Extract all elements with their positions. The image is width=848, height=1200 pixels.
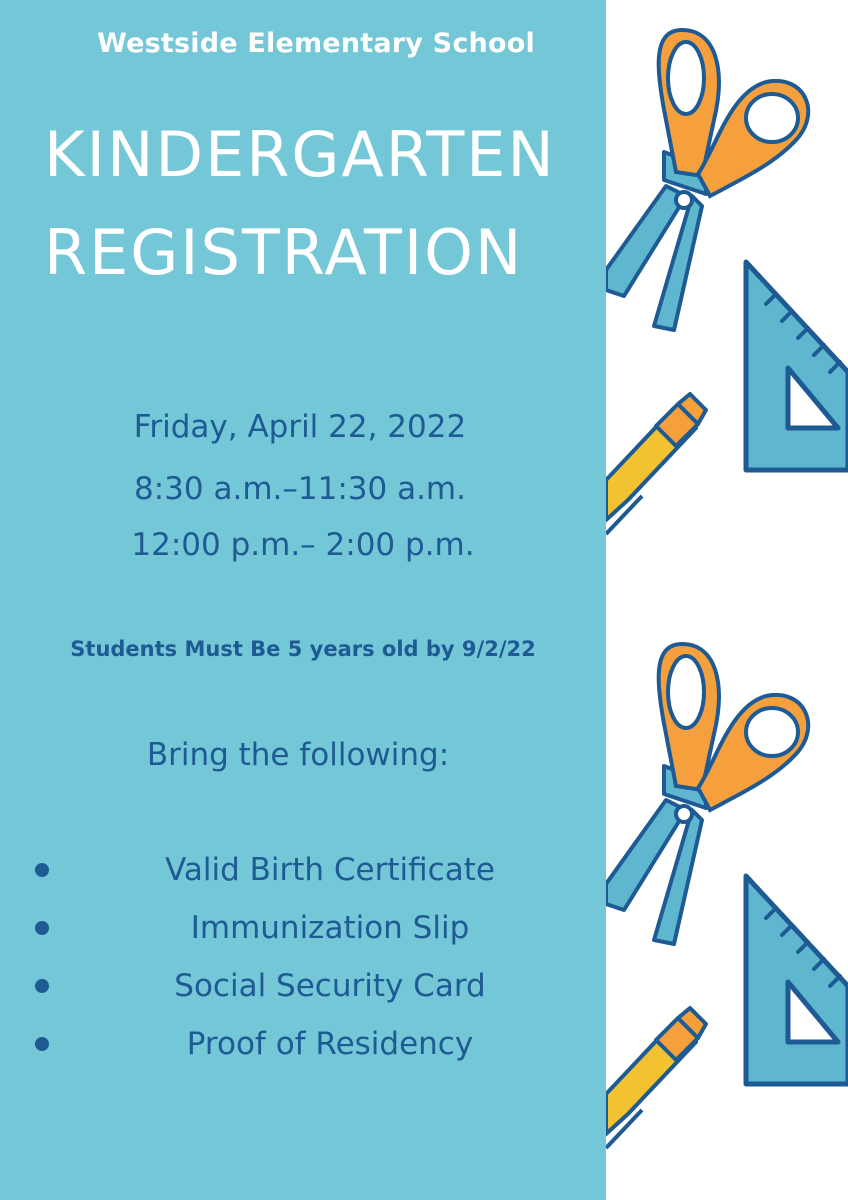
- bullet-icon: [35, 921, 49, 935]
- list-item-label: Proof of Residency: [186, 1026, 474, 1062]
- title-line-1: KINDERGARTEN: [44, 118, 556, 191]
- list-item-label: Social Security Card: [174, 968, 486, 1004]
- title-line-2: REGISTRATION: [44, 216, 524, 289]
- event-date: Friday, April 22, 2022: [133, 409, 467, 445]
- list-item: [0, 1020, 606, 1078]
- bullet-icon: [35, 863, 49, 877]
- required-documents-list: [0, 846, 606, 1078]
- school-name: Westside Elementary School: [97, 28, 535, 59]
- list-item: [0, 846, 606, 904]
- list-item-label: Valid Birth Certificate: [165, 852, 495, 888]
- bullet-icon: [35, 1037, 49, 1051]
- afternoon-session: 12:00 p.m.– 2:00 p.m.: [131, 527, 475, 563]
- bring-heading: Bring the following:: [146, 737, 450, 773]
- list-item-label: Immunization Slip: [190, 910, 470, 946]
- list-item: [0, 904, 606, 962]
- age-requirement: Students Must Be 5 years old by 9/2/22: [70, 637, 536, 661]
- morning-session: 8:30 a.m.–11:30 a.m.: [134, 471, 466, 507]
- list-item: [0, 962, 606, 1020]
- school-supplies-artwork: [606, 0, 848, 1200]
- bullet-icon: [35, 979, 49, 993]
